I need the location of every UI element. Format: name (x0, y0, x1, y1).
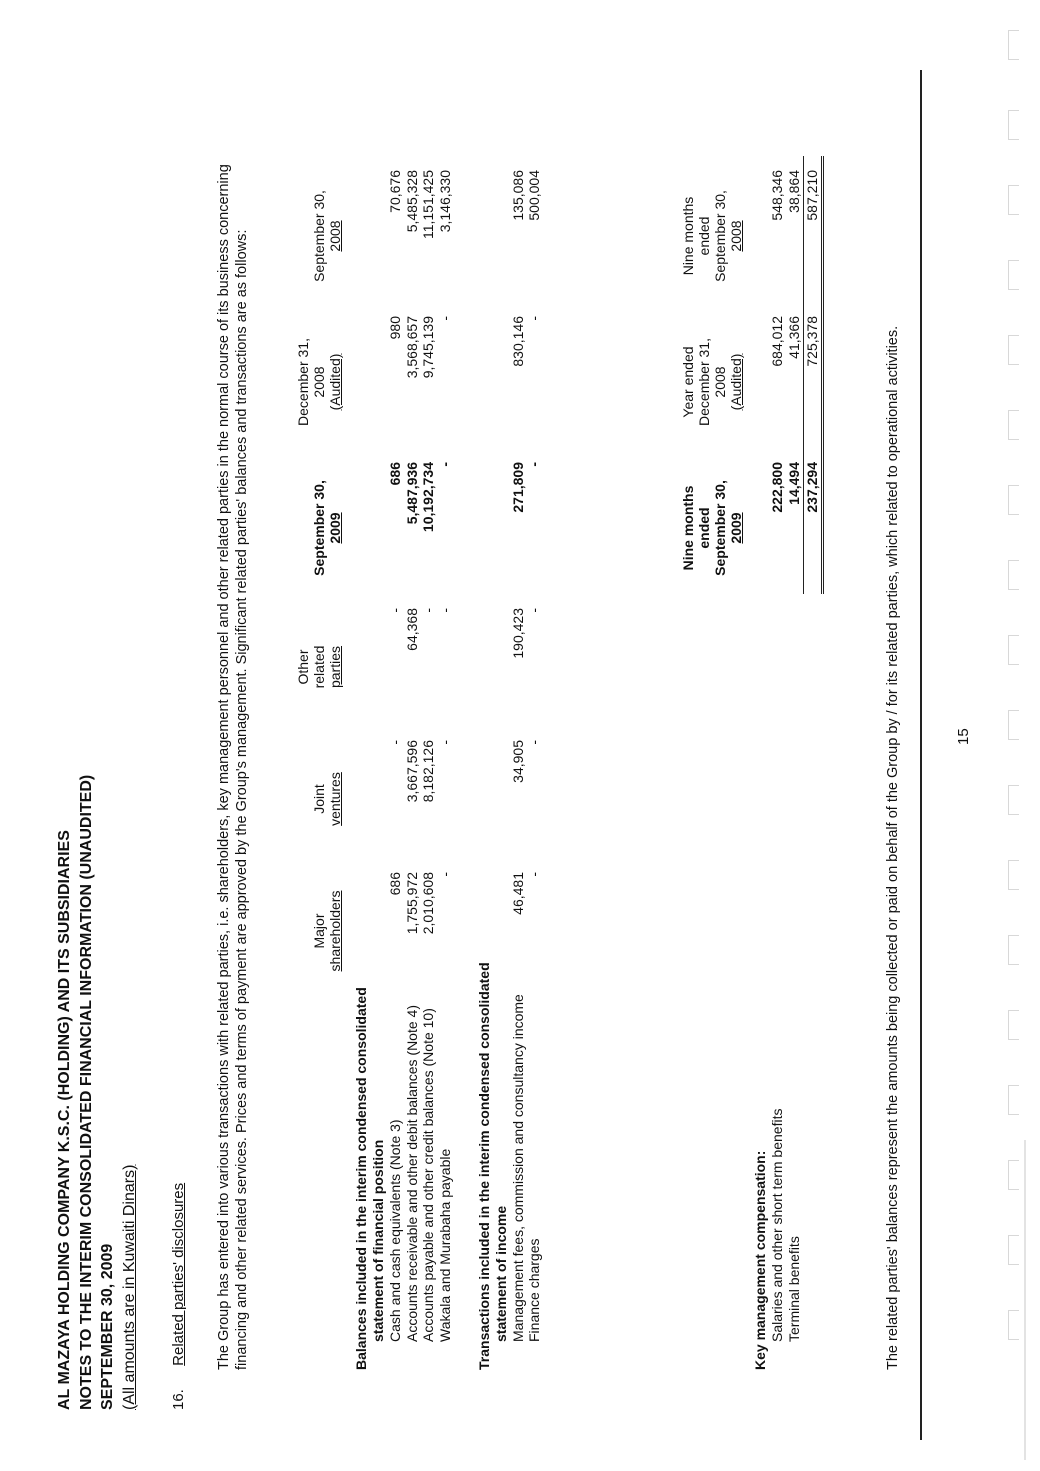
table-row (769, 156, 786, 1370)
cell-major: - (526, 872, 543, 877)
cell-other: - (437, 608, 454, 613)
compensation-title: Key management compensation: (752, 1150, 769, 1370)
cell-sep09: - (437, 462, 454, 467)
col-header-sep09: September 30, (311, 480, 328, 576)
table-row (420, 156, 437, 1370)
cell-jv: 3,667,596 (403, 740, 420, 803)
table-row (510, 156, 527, 1370)
col-header-a-3: September 30, (712, 480, 729, 576)
cell-other: - (420, 608, 437, 613)
report-date: SEPTEMBER 30, 2009 (99, 1243, 117, 1410)
cell-dec08: 9,745,139 (420, 316, 437, 379)
col-header-c: Nine months (680, 196, 696, 276)
cell-sep09: 271,809 (509, 462, 526, 513)
total-b: 725,378 (803, 302, 822, 448)
row-label: Management fees, commission and consultancy income (509, 994, 526, 1342)
cell-dec08: 980 (386, 316, 403, 340)
cell-other: - (386, 608, 403, 613)
company-name: AL MAZAYA HOLDING COMPANY K.S.C. (HOLDING) AND ITS SUBSIDIARIES (56, 830, 73, 1410)
cell-jv: - (437, 740, 454, 745)
cell-other: - (526, 608, 543, 613)
cell-dec08: 3,568,657 (403, 316, 420, 379)
row-label: Wakala and Murabaha payable (437, 1148, 454, 1342)
table-row (387, 156, 404, 1370)
section-paragraph: The Group has entered into various transactions with related parties, i.e. shareholders, key management personnel and other related parties in the normal course of its business concerning financing and other related services. Prices and terms of payment are approved by the Group's management. Significant related parties' balances and transactions are as follows: (216, 164, 251, 1370)
col-header-a: Nine months (680, 485, 696, 571)
cell-dec08: - (526, 316, 543, 321)
table-row (437, 156, 454, 1370)
cell-dec08: - (437, 316, 454, 321)
total-row (803, 156, 822, 1370)
col-header-b-2: December 31, (696, 338, 713, 426)
col-header-jv: Joint (311, 784, 328, 814)
col-header-c-3: September 30, (712, 190, 729, 282)
col-header-c-4: 2008 (728, 220, 745, 252)
col-header-sep08-2: 2008 (327, 220, 344, 252)
cell-c: 38,864 (786, 156, 803, 302)
group1-title-a: Balances included in the interim condensed consolidated (353, 987, 370, 1370)
cell-b: 684,012 (769, 316, 786, 367)
currency-note (119, 775, 141, 1410)
cell-sep09: - (526, 462, 543, 467)
cell-a: 14,494 (786, 448, 803, 594)
col-header-b: Year ended (680, 346, 696, 418)
col-header-other-2: related (311, 645, 328, 689)
col-header-dec08-3: (Audited) (327, 353, 344, 411)
cell-major: 46,481 (509, 872, 526, 915)
col-header-major: Major (311, 913, 328, 949)
row-label: Terminal benefits (786, 1236, 803, 1342)
cell-sep09: 686 (386, 462, 403, 486)
cell-major: 2,010,608 (420, 872, 437, 935)
page-number: 15 (955, 728, 972, 745)
cell-sep08: 135,086 (509, 170, 526, 221)
cell-sep08: 5,485,328 (403, 170, 420, 233)
col-header-b-3: 2008 (712, 366, 729, 398)
cell-sep08: 500,004 (526, 170, 543, 221)
balances-table (295, 156, 543, 1370)
col-header-other-3: parties (327, 645, 344, 689)
group1-title-b: statement of financial position (370, 1139, 387, 1342)
binder-holes (1008, 30, 1034, 1420)
section-number: 16. (170, 1389, 187, 1410)
section-title: Related parties' disclosures (170, 1182, 187, 1366)
cell-other: 64,368 (403, 608, 420, 651)
row-label: Accounts payable and other credit balances (Note 10) (420, 1008, 437, 1342)
cell-jv: 34,905 (509, 740, 526, 783)
col-header-dec08-2: 2008 (311, 366, 328, 398)
document-header (54, 775, 140, 1410)
cell-b: 41,366 (786, 302, 803, 448)
rotated-page-content (40, 70, 940, 1440)
col-header-other: Other (295, 649, 311, 685)
cell-major: 686 (386, 872, 403, 896)
cell-jv: 8,182,126 (420, 740, 437, 803)
balances-header-row (295, 156, 343, 1370)
cell-major: 1,755,972 (403, 872, 420, 935)
cell-c: 548,346 (769, 170, 786, 221)
table-row (404, 156, 421, 1370)
bottom-rule (920, 70, 922, 1440)
compensation-header-row (680, 156, 744, 1370)
cell-jv: - (526, 740, 543, 745)
cell-a: 222,800 (769, 462, 786, 513)
col-header-c-2: ended (696, 216, 713, 256)
compensation-table (680, 156, 824, 1370)
group2-title-a: Transactions included in the interim condensed consolidated (476, 962, 493, 1370)
total-c: 587,210 (803, 156, 822, 302)
row-label: Salaries and other short term benefits (769, 1108, 786, 1342)
group-title-row (353, 156, 370, 1370)
group-title-row (476, 156, 493, 1370)
col-header-a-2: ended (696, 507, 713, 549)
cell-sep08: 3,146,330 (437, 170, 454, 233)
cell-other: 190,423 (509, 608, 526, 659)
cell-dec08: 830,146 (509, 316, 526, 367)
col-header-sep08: September 30, (311, 190, 328, 282)
col-header-jv-2: ventures (327, 772, 344, 826)
cell-sep09: 10,192,734 (420, 462, 437, 533)
row-label: Cash and cash equivalents (Note 3) (386, 1119, 403, 1342)
cell-major: - (437, 872, 454, 877)
cell-sep08: 70,676 (386, 170, 403, 213)
cell-sep08: 11,151,425 (420, 170, 437, 240)
total-a: 237,294 (803, 448, 822, 594)
row-label: Finance charges (526, 1238, 543, 1342)
group-title-row (493, 156, 510, 1370)
cell-sep09: 5,487,936 (403, 462, 420, 525)
group-title-row (370, 156, 387, 1370)
group2-title-b: statement of income (492, 1205, 509, 1342)
currency-note-text: (All amounts are in Kuwaiti Dinars) (120, 1164, 138, 1410)
col-header-a-4: 2009 (728, 512, 745, 544)
group-title-row (752, 156, 769, 1370)
col-header-b-4: (Audited) (728, 353, 745, 411)
section-heading (170, 1183, 188, 1410)
notes-title: NOTES TO THE INTERIM CONSOLIDATED FINANCIAL INFORMATION (UNAUDITED) (77, 774, 95, 1410)
table-row (786, 156, 803, 1370)
col-header-sep09-2: 2009 (327, 512, 344, 544)
col-header-major-2: shareholders (327, 890, 344, 972)
col-header-dec08: December 31, (295, 338, 311, 426)
footnote: The related parties' balances represent the amounts being collected or paid on behalf of the Group by / for its related parties, which related to operational activities. (885, 325, 901, 1370)
row-label: Accounts receivable and other debit balances (Note 4) (403, 1005, 420, 1342)
cell-jv: - (386, 740, 403, 745)
page-edge-shadow (1024, 1140, 1026, 1460)
table-row (526, 156, 543, 1370)
